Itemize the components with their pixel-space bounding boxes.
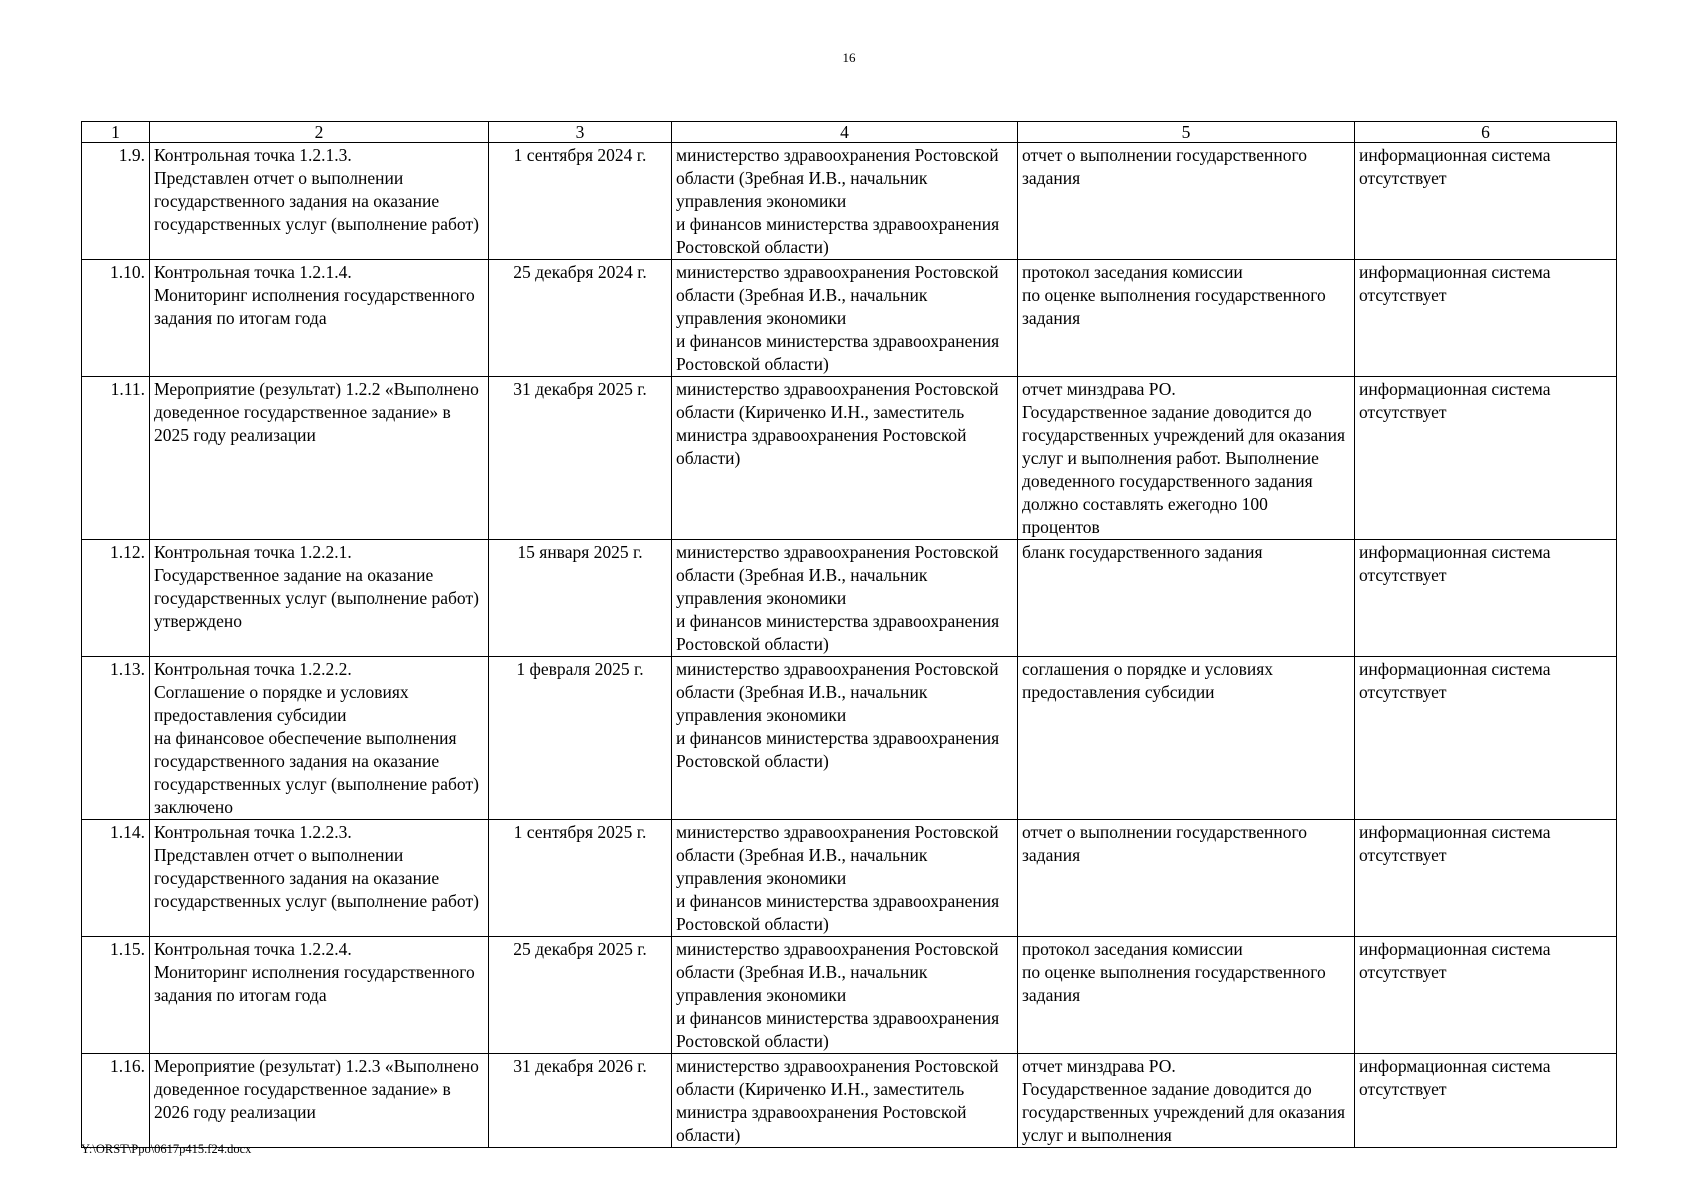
table-row xyxy=(82,143,1617,260)
document-type: протокол заседания комиссии по оценке выполнения государственного задания xyxy=(1018,260,1355,377)
information-system: информационная система отсутствует xyxy=(1355,1054,1617,1148)
deadline-date: 1 сентября 2025 г. xyxy=(489,820,672,937)
responsible-party: министерство здравоохранения Ростовской области (Кириченко И.Н., заместитель министра здравоохранения Ростовской области) xyxy=(672,1054,1018,1148)
responsible-party: министерство здравоохранения Ростовской области (Зребная И.В., начальник управления экономики и финансов министерства здравоохранения Ростовской области) xyxy=(672,820,1018,937)
responsible-party: министерство здравоохранения Ростовской области (Зребная И.В., начальник управления экономики и финансов министерства здравоохранения Ростовской области) xyxy=(672,657,1018,820)
document-type: отчет о выполнении государственного задания xyxy=(1018,143,1355,260)
information-system: информационная система отсутствует xyxy=(1355,377,1617,540)
responsible-party: министерство здравоохранения Ростовской области (Зребная И.В., начальник управления экономики и финансов министерства здравоохранения Ростовской области) xyxy=(672,143,1018,260)
table-header-row xyxy=(82,122,1617,143)
document-type: протокол заседания комиссии по оценке выполнения государственного задания xyxy=(1018,937,1355,1054)
event-name: Контрольная точка 1.2.2.1. Государственное задание на оказание государственных услуг (выполнение работ) утверждено xyxy=(150,540,489,657)
document-type: бланк государственного задания xyxy=(1018,540,1355,657)
row-number: 1.14. xyxy=(82,820,150,937)
row-number: 1.12. xyxy=(82,540,150,657)
responsible-party: министерство здравоохранения Ростовской области (Зребная И.В., начальник управления экономики и финансов министерства здравоохранения Ростовской области) xyxy=(672,937,1018,1054)
deadline-date: 25 декабря 2024 г. xyxy=(489,260,672,377)
table-row xyxy=(82,937,1617,1054)
deadline-date: 25 декабря 2025 г. xyxy=(489,937,672,1054)
information-system: информационная система отсутствует xyxy=(1355,820,1617,937)
deadline-date: 31 декабря 2025 г. xyxy=(489,377,672,540)
document-type: отчет о выполнении государственного задания xyxy=(1018,820,1355,937)
row-number: 1.15. xyxy=(82,937,150,1054)
column-header: 3 xyxy=(489,122,672,143)
column-header: 4 xyxy=(672,122,1018,143)
row-number: 1.10. xyxy=(82,260,150,377)
table-row xyxy=(82,540,1617,657)
responsible-party: министерство здравоохранения Ростовской области (Зребная И.В., начальник управления экономики и финансов министерства здравоохранения Ростовской области) xyxy=(672,540,1018,657)
row-number: 1.16. xyxy=(82,1054,150,1148)
event-name: Контрольная точка 1.2.2.4. Мониторинг исполнения государственного задания по итогам года xyxy=(150,937,489,1054)
table-row xyxy=(82,657,1617,820)
deadline-date: 15 января 2025 г. xyxy=(489,540,672,657)
document-type: соглашения о порядке и условиях предоставления субсидии xyxy=(1018,657,1355,820)
column-header: 5 xyxy=(1018,122,1355,143)
information-system: информационная система отсутствует xyxy=(1355,540,1617,657)
event-name: Контрольная точка 1.2.2.3. Представлен отчет о выполнении государственного задания на оказание государственных услуг (выполнение работ) xyxy=(150,820,489,937)
deadline-date: 31 декабря 2026 г. xyxy=(489,1054,672,1148)
responsible-party: министерство здравоохранения Ростовской области (Кириченко И.Н., заместитель министра здравоохранения Ростовской области) xyxy=(672,377,1018,540)
page-number: 16 xyxy=(842,50,856,65)
information-system: информационная система отсутствует xyxy=(1355,260,1617,377)
table-row xyxy=(82,260,1617,377)
plan-table xyxy=(81,121,1617,1148)
row-number: 1.11. xyxy=(82,377,150,540)
event-name: Контрольная точка 1.2.1.3. Представлен отчет о выполнении государственного задания на оказание государственных услуг (выполнение работ) xyxy=(150,143,489,260)
deadline-date: 1 февраля 2025 г. xyxy=(489,657,672,820)
event-name: Мероприятие (результат) 1.2.3 «Выполнено доведенное государственное задание» в 2026 году реализации xyxy=(150,1054,489,1148)
table-row xyxy=(82,1054,1617,1148)
row-number: 1.9. xyxy=(82,143,150,260)
deadline-date: 1 сентября 2024 г. xyxy=(489,143,672,260)
row-number: 1.13. xyxy=(82,657,150,820)
file-path-footer: Y:\ORST\Ppo\0617p415.f24.docx xyxy=(81,1142,252,1156)
document-type: отчет минздрава РО. Государственное задание доводится до государственных учреждений для оказания услуг и выполнения xyxy=(1018,1054,1355,1148)
column-header: 1 xyxy=(82,122,150,143)
information-system: информационная система отсутствует xyxy=(1355,937,1617,1054)
event-name: Контрольная точка 1.2.1.4. Мониторинг исполнения государственного задания по итогам года xyxy=(150,260,489,377)
column-header: 6 xyxy=(1355,122,1617,143)
information-system: информационная система отсутствует xyxy=(1355,657,1617,820)
document-type: отчет минздрава РО. Государственное задание доводится до государственных учреждений для оказания услуг и выполнения работ. Выполнение доведенного государственного задания должно составлять ежегодно 100 процентов xyxy=(1018,377,1355,540)
table-row xyxy=(82,377,1617,540)
event-name: Мероприятие (результат) 1.2.2 «Выполнено доведенное государственное задание» в 2025 году реализации xyxy=(150,377,489,540)
event-name: Контрольная точка 1.2.2.2. Соглашение о порядке и условиях предоставления субсидии на финансовое обеспечение выполнения государственного задания на оказание государственных услуг (выполнение работ) заключено xyxy=(150,657,489,820)
table-row xyxy=(82,820,1617,937)
responsible-party: министерство здравоохранения Ростовской области (Зребная И.В., начальник управления экономики и финансов министерства здравоохранения Ростовской области) xyxy=(672,260,1018,377)
information-system: информационная система отсутствует xyxy=(1355,143,1617,260)
column-header: 2 xyxy=(150,122,489,143)
